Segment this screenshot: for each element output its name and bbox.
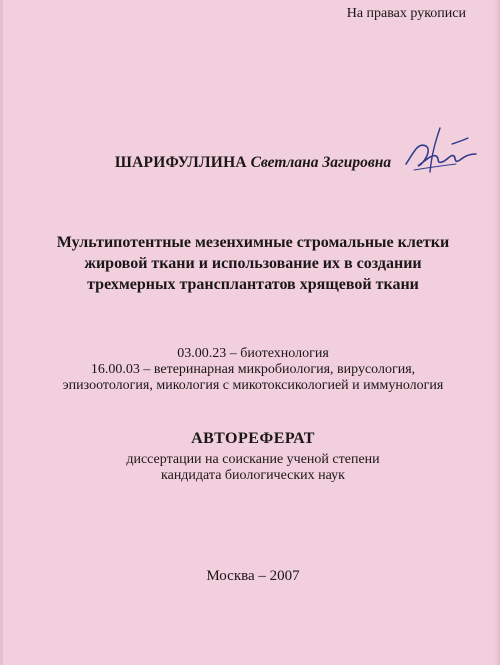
specialty-line: 03.00.23 – биотехнология: [177, 346, 329, 361]
degree-description: [3, 452, 500, 484]
handwritten-signature: [396, 124, 478, 180]
manuscript-note: На правах рукописи: [346, 6, 466, 21]
title-line: жировой ткани и использование их в создании: [84, 255, 422, 272]
description-line: диссертации на соискание ученой степени: [126, 452, 380, 467]
description-line: кандидата биологических наук: [161, 468, 345, 483]
dissertation-title: [3, 232, 500, 295]
document-type-heading: АВТОРЕФЕРАТ: [191, 430, 315, 447]
author-surname: ШАРИФУЛЛИНА: [114, 154, 247, 171]
author-given-names: Светлана Загировна: [250, 154, 392, 171]
specialty-line: эпизоотология, микология с микотоксикологией и иммунология: [62, 378, 444, 393]
title-line: Мультипотентные мезенхимные стромальные клетки: [56, 234, 450, 251]
title-line: трехмерных трансплантатов хрящевой ткани: [87, 276, 419, 293]
specialty-line: 16.00.03 – ветеринарная микробиология, вирусология,: [90, 362, 416, 377]
specialty-codes: [3, 346, 500, 394]
place-and-year: Москва – 2007: [206, 568, 300, 584]
